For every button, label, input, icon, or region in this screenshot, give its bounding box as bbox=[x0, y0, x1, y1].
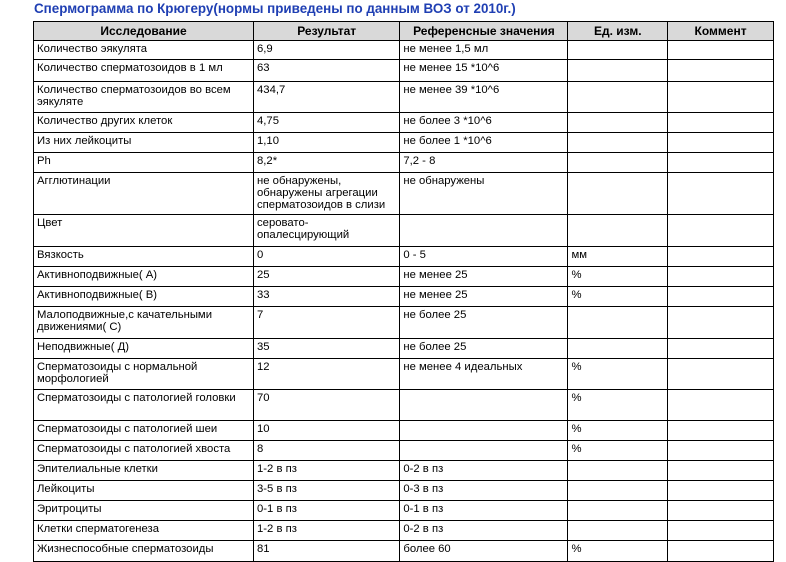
cell-unit: % bbox=[568, 390, 668, 421]
cell-comment bbox=[668, 541, 774, 562]
cell-test: Вязкость bbox=[34, 247, 254, 267]
report-title: Спермограмма по Крюгеру(нормы приведены по данным ВОЗ от 2010г.) bbox=[34, 1, 516, 16]
cell-comment bbox=[668, 521, 774, 541]
table-row bbox=[34, 153, 774, 173]
cell-reference: не более 25 bbox=[400, 307, 568, 339]
cell-test: Клетки сперматогенеза bbox=[34, 521, 254, 541]
header-comment: Коммент bbox=[668, 22, 774, 41]
cell-comment bbox=[668, 82, 774, 113]
cell-test: Количество других клеток bbox=[34, 113, 254, 133]
cell-result: 4,75 bbox=[254, 113, 400, 133]
cell-test: Количество сперматозоидов во всем эякуляте bbox=[34, 82, 254, 113]
cell-result: 0 bbox=[254, 247, 400, 267]
cell-comment bbox=[668, 307, 774, 339]
cell-result: 7 bbox=[254, 307, 400, 339]
cell-reference: не более 3 *10^6 bbox=[400, 113, 568, 133]
cell-comment bbox=[668, 113, 774, 133]
cell-reference: не менее 25 bbox=[400, 287, 568, 307]
spermogram-table bbox=[33, 21, 774, 562]
table-row bbox=[34, 247, 774, 267]
cell-reference: не менее 4 идеальных bbox=[400, 359, 568, 390]
cell-unit: мм bbox=[568, 247, 668, 267]
cell-comment bbox=[668, 481, 774, 501]
cell-comment bbox=[668, 501, 774, 521]
cell-comment bbox=[668, 247, 774, 267]
cell-result: 35 bbox=[254, 339, 400, 359]
cell-unit: % bbox=[568, 441, 668, 461]
cell-reference: не более 25 bbox=[400, 339, 568, 359]
table-row bbox=[34, 82, 774, 113]
cell-result: 1-2 в пз bbox=[254, 461, 400, 481]
cell-test: Ph bbox=[34, 153, 254, 173]
cell-reference bbox=[400, 421, 568, 441]
cell-test: Эпителиальные клетки bbox=[34, 461, 254, 481]
table-row bbox=[34, 481, 774, 501]
cell-unit bbox=[568, 215, 668, 247]
cell-comment bbox=[668, 339, 774, 359]
cell-comment bbox=[668, 153, 774, 173]
cell-unit: % bbox=[568, 421, 668, 441]
cell-unit bbox=[568, 173, 668, 215]
cell-unit bbox=[568, 307, 668, 339]
header-reference: Референсные значения bbox=[400, 22, 568, 41]
cell-test: Количество сперматозоидов в 1 мл bbox=[34, 60, 254, 82]
cell-reference: 0-2 в пз bbox=[400, 521, 568, 541]
cell-comment bbox=[668, 441, 774, 461]
cell-result: 434,7 bbox=[254, 82, 400, 113]
cell-unit bbox=[568, 133, 668, 153]
cell-unit bbox=[568, 113, 668, 133]
cell-comment bbox=[668, 287, 774, 307]
table-row bbox=[34, 521, 774, 541]
cell-unit bbox=[568, 153, 668, 173]
cell-reference bbox=[400, 390, 568, 421]
cell-reference: не менее 1,5 мл bbox=[400, 41, 568, 60]
table-row bbox=[34, 541, 774, 562]
cell-reference bbox=[400, 441, 568, 461]
cell-comment bbox=[668, 359, 774, 390]
cell-test: Активноподвижные( А) bbox=[34, 267, 254, 287]
cell-result: 6,9 bbox=[254, 41, 400, 60]
cell-result: 25 bbox=[254, 267, 400, 287]
cell-result: 1-2 в пз bbox=[254, 521, 400, 541]
cell-reference: более 60 bbox=[400, 541, 568, 562]
table-row bbox=[34, 441, 774, 461]
cell-comment bbox=[668, 133, 774, 153]
table-row bbox=[34, 421, 774, 441]
table-row bbox=[34, 501, 774, 521]
cell-test: Количество эякулята bbox=[34, 41, 254, 60]
cell-result: не обнаружены, обнаружены агрегации сперматозоидов в слизи bbox=[254, 173, 400, 215]
cell-result: 63 bbox=[254, 60, 400, 82]
cell-result: 1,10 bbox=[254, 133, 400, 153]
table-row bbox=[34, 41, 774, 60]
cell-comment bbox=[668, 215, 774, 247]
table-row bbox=[34, 133, 774, 153]
table-row bbox=[34, 60, 774, 82]
cell-test: Малоподвижные,с качательными движениями( С) bbox=[34, 307, 254, 339]
cell-test: Лейкоциты bbox=[34, 481, 254, 501]
cell-reference: не менее 15 *10^6 bbox=[400, 60, 568, 82]
header-test: Исследование bbox=[34, 22, 254, 41]
cell-unit bbox=[568, 41, 668, 60]
cell-comment bbox=[668, 60, 774, 82]
cell-result: 3-5 в пз bbox=[254, 481, 400, 501]
cell-test: Из них лейкоциты bbox=[34, 133, 254, 153]
cell-test: Эритроциты bbox=[34, 501, 254, 521]
table-row bbox=[34, 173, 774, 215]
table-row bbox=[34, 339, 774, 359]
cell-result: 8,2* bbox=[254, 153, 400, 173]
cell-unit bbox=[568, 82, 668, 113]
table-row bbox=[34, 461, 774, 481]
cell-unit bbox=[568, 521, 668, 541]
cell-result: 10 bbox=[254, 421, 400, 441]
cell-result: 8 bbox=[254, 441, 400, 461]
cell-unit bbox=[568, 481, 668, 501]
cell-test: Жизнеспособные сперматозоиды bbox=[34, 541, 254, 562]
cell-result: 70 bbox=[254, 390, 400, 421]
cell-comment bbox=[668, 267, 774, 287]
cell-unit: % bbox=[568, 359, 668, 390]
cell-reference: 0-2 в пз bbox=[400, 461, 568, 481]
cell-unit bbox=[568, 461, 668, 481]
cell-comment bbox=[668, 390, 774, 421]
cell-result: 12 bbox=[254, 359, 400, 390]
cell-unit bbox=[568, 60, 668, 82]
header-row bbox=[34, 22, 774, 41]
table-row bbox=[34, 390, 774, 421]
cell-result: 81 bbox=[254, 541, 400, 562]
cell-result: 0-1 в пз bbox=[254, 501, 400, 521]
cell-reference: 0-1 в пз bbox=[400, 501, 568, 521]
table-row bbox=[34, 215, 774, 247]
cell-test: Сперматозоиды с нормальной морфологией bbox=[34, 359, 254, 390]
cell-reference: 7,2 - 8 bbox=[400, 153, 568, 173]
cell-reference: не менее 39 *10^6 bbox=[400, 82, 568, 113]
cell-unit: % bbox=[568, 267, 668, 287]
table-row bbox=[34, 267, 774, 287]
cell-reference: 0-3 в пз bbox=[400, 481, 568, 501]
cell-reference bbox=[400, 215, 568, 247]
cell-test: Неподвижные( Д) bbox=[34, 339, 254, 359]
cell-reference: не обнаружены bbox=[400, 173, 568, 215]
cell-reference: не менее 25 bbox=[400, 267, 568, 287]
cell-unit bbox=[568, 501, 668, 521]
cell-result: серовато-опалесцирующий bbox=[254, 215, 400, 247]
cell-result: 33 bbox=[254, 287, 400, 307]
table-row bbox=[34, 287, 774, 307]
cell-unit: % bbox=[568, 287, 668, 307]
header-result: Результат bbox=[254, 22, 400, 41]
cell-test: Активноподвижные( В) bbox=[34, 287, 254, 307]
cell-test: Агглютинации bbox=[34, 173, 254, 215]
table-row bbox=[34, 307, 774, 339]
cell-reference: 0 - 5 bbox=[400, 247, 568, 267]
cell-test: Сперматозоиды с патологией шеи bbox=[34, 421, 254, 441]
cell-test: Сперматозоиды с патологией головки bbox=[34, 390, 254, 421]
cell-comment bbox=[668, 461, 774, 481]
cell-unit bbox=[568, 339, 668, 359]
cell-comment bbox=[668, 41, 774, 60]
cell-test: Цвет bbox=[34, 215, 254, 247]
cell-comment bbox=[668, 173, 774, 215]
cell-unit: % bbox=[568, 541, 668, 562]
cell-reference: не более 1 *10^6 bbox=[400, 133, 568, 153]
table-row bbox=[34, 359, 774, 390]
cell-comment bbox=[668, 421, 774, 441]
cell-test: Сперматозоиды с патологией хвоста bbox=[34, 441, 254, 461]
table-row bbox=[34, 113, 774, 133]
header-unit: Ед. изм. bbox=[568, 22, 668, 41]
table-body bbox=[34, 41, 774, 562]
